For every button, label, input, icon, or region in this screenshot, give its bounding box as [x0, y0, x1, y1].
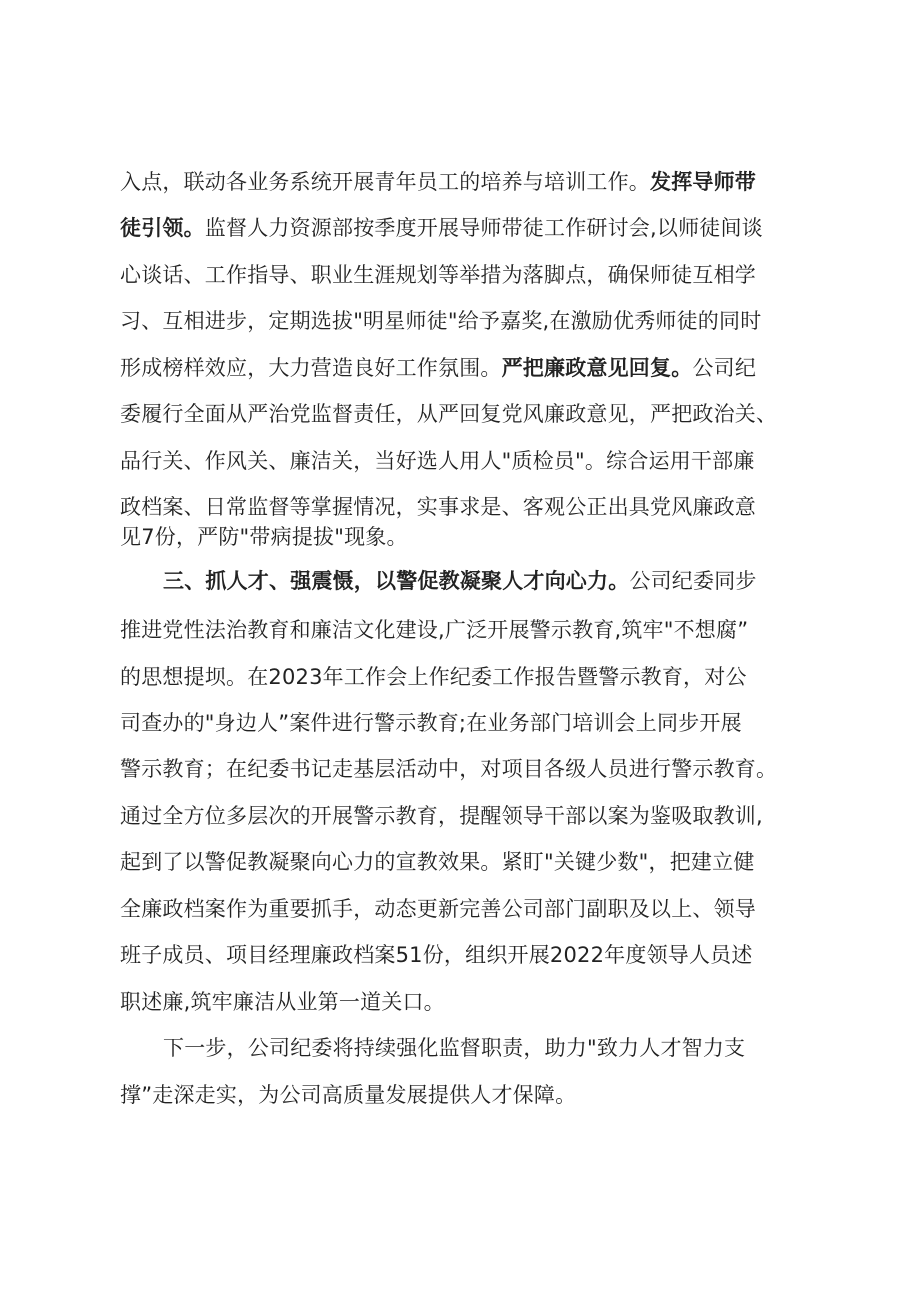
line-text: 职述廉,筑牢廉洁从业第一道关口。: [120, 990, 445, 1014]
bold-heading: 发挥导师带: [650, 170, 756, 194]
line-text: 撑”走深走实，为公司高质量发展提供人才保障。: [120, 1083, 577, 1107]
text-line: [163, 566, 757, 596]
text-line: [120, 492, 756, 522]
text-line: [120, 353, 756, 383]
text-line: [120, 167, 756, 197]
line-text: 习、互相进步，定期选拔"明星师徒"给予嘉奖,在激励优秀师徒的同时: [120, 309, 762, 333]
text-line: [120, 662, 747, 692]
line-text: 品行关、作风关、廉洁关，当好选人用人"质检员"。综合运用干部廉: [120, 449, 755, 473]
bold-heading: 徒引领。: [120, 216, 205, 240]
line-text: 推进党性法治教育和廉洁文化建设,广泛开展警示教育,筑牢"不想腐”: [120, 618, 749, 642]
section-heading: 三、抓人才、强震慑，以警促教凝聚人才向心力。: [163, 569, 630, 593]
text-line: [120, 708, 742, 738]
text-line: [120, 213, 763, 243]
text-line: [120, 847, 755, 877]
line-text: 下一步，公司纪委将持续强化监督职责，助力"致力人才智力支: [163, 1036, 746, 1060]
line-text: 通过全方位多层次的开展警示教育，提醒领导干部以案为鉴吸取教训,: [120, 804, 763, 828]
line-text: 司查办的"身边人”案件进行警示教育;在业务部门培训会上同步开展: [120, 711, 742, 735]
line-text: 入点，联动各业务系统开展青年员工的培养与培训工作。: [120, 170, 650, 194]
line-text: 监督人力资源部按季度开展导师带徒工作研讨会,以师徒间谈: [204, 216, 763, 240]
line-text: 的思想提坝。在2023年工作会上作纪委工作报告暨警示教育，对公: [120, 665, 747, 689]
text-line: [120, 940, 753, 970]
line-text: 公司纪: [692, 356, 757, 380]
bold-heading: 严把廉政意见回复。: [501, 356, 693, 380]
line-text: 起到了以警促教凝聚向心力的宣教效果。紧盯"关键少数"，把建立健: [120, 850, 755, 874]
line-text: 委履行全面从严治党监督责任，从严回复党风廉政意见，严把政治关、: [120, 402, 778, 426]
text-line: [120, 306, 761, 336]
text-line: [120, 801, 763, 831]
text-line: [120, 754, 777, 784]
text-line: [120, 522, 408, 552]
line-text: 政档案、日常监督等掌握情况，实事求是、客观公正出具党风廉政意: [120, 495, 756, 519]
text-line: [120, 1080, 576, 1110]
line-text: 见7份，严防"带病提拔"现象。: [120, 525, 408, 549]
text-line: [120, 260, 756, 290]
line-text: 形成榜样效应，大力营造良好工作氛围。: [120, 356, 502, 380]
line-text: 警示教育；在纪委书记走基层活动中，对项目各级人员进行警示教育。: [120, 757, 778, 781]
text-line: [120, 446, 755, 476]
line-text: 公司纪委同步: [629, 569, 757, 593]
text-line: [163, 1033, 745, 1063]
text-line: [120, 399, 777, 429]
text-line: [120, 894, 756, 924]
text-line: [120, 987, 445, 1017]
line-text: 全廉政档案作为重要抓手，动态更新完善公司部门副职及以上、领导: [120, 897, 756, 921]
line-text: 班子成员、项目经理廉政档案51份，组织开展2022年度领导人员述: [120, 943, 753, 967]
text-line: [120, 615, 748, 645]
line-text: 心谈话、工作指导、职业生涯规划等举措为落脚点，确保师徒互相学: [120, 263, 756, 287]
